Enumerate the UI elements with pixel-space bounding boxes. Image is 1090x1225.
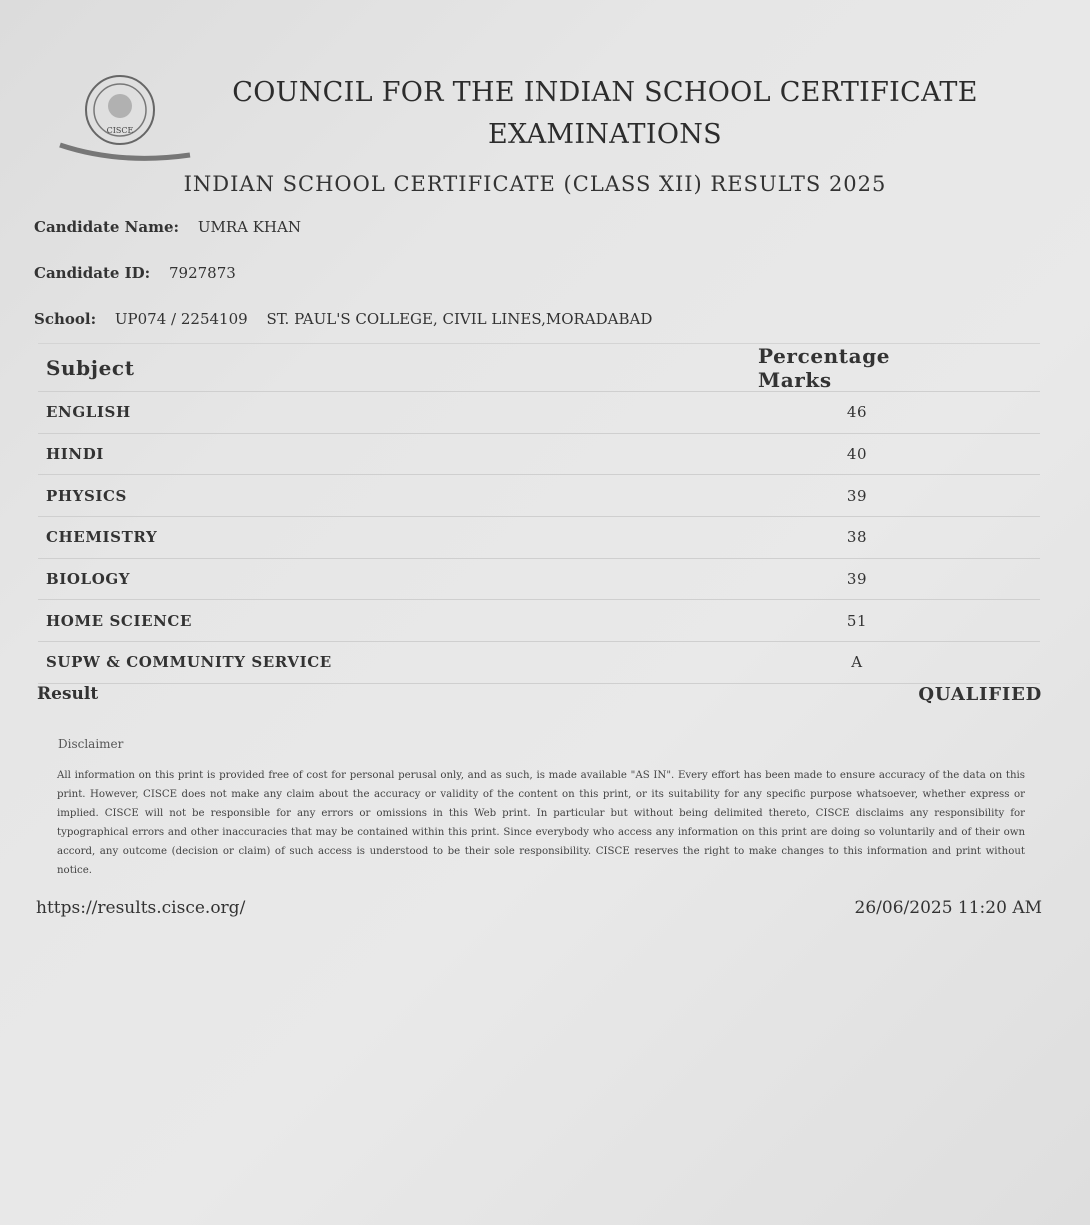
school-name: ST. PAUL'S COLLEGE, CIVIL LINES,MORADABAD [266, 310, 653, 328]
table-row [38, 517, 1040, 559]
subject-marks: 39 [846, 486, 868, 505]
result-row [37, 684, 1042, 705]
print-timestamp: 26/06/2025 11:20 AM [854, 898, 1042, 918]
candidate-name-row [34, 218, 301, 236]
subject-marks: 40 [846, 445, 868, 464]
cisce-logo [55, 70, 195, 165]
subject-marks: 46 [846, 403, 868, 422]
subject-name: SUPW & COMMUNITY SERVICE [46, 653, 332, 672]
council-title: COUNCIL FOR THE INDIAN SCHOOL CERTIFICATE EXAMINATIONS [232, 77, 978, 150]
results-title: INDIAN SCHOOL CERTIFICATE (CLASS XII) RESULTS 2025 [183, 172, 887, 196]
candidate-name-label: Candidate Name: [34, 218, 180, 236]
subject-name: CHEMISTRY [46, 528, 158, 547]
subject-name: ENGLISH [46, 403, 131, 422]
candidate-id-label: Candidate ID: [34, 264, 151, 282]
logo-text: CISCE [106, 126, 134, 135]
results-url: https://results.cisce.org/ [36, 898, 246, 918]
candidate-id: 7927873 [169, 264, 236, 282]
candidate-id-row [34, 264, 236, 282]
candidate-name: UMRA KHAN [197, 218, 301, 236]
disclaimer-title: Disclaimer [58, 737, 124, 751]
marks-table [38, 343, 1040, 684]
table-row [38, 600, 1040, 642]
result-value: QUALIFIED [918, 684, 1042, 705]
subject-name: BIOLOGY [46, 570, 131, 589]
school-code: UP074 / 2254109 [114, 310, 248, 328]
subject-marks: 39 [846, 570, 868, 589]
table-row [38, 475, 1040, 517]
table-row [38, 392, 1040, 434]
school-row [34, 310, 652, 328]
result-label: Result [37, 684, 99, 704]
disclaimer-text: All information on this print is provided free of cost for personal perusal only, and as such, is made available "AS IN". Every effort has been made to ensure accuracy of the data on this print. However, CISCE does not make any claim about the accuracy or validity of the content on this print, or its suitability for any specific purpose whatsoever, whether express or implied. CISCE will not be responsible for any errors or omissions in this Web print. In particular but without being delimited thereto, CISCE disclaims any responsibility for typographical errors and other inaccuracies that may be contained within this print. Since everybody who access any information on this print are doing so voluntarily and of their own accord, any outcome (decision or claim) of such access is understood to be their sole responsibility. CISCE reserves the right to make changes to this information and print without notice. [57, 770, 1025, 876]
table-row [38, 642, 1040, 684]
subject-marks: 51 [846, 611, 868, 630]
subject-name: HOME SCIENCE [46, 611, 193, 630]
table-row [38, 559, 1040, 601]
table-row [38, 434, 1040, 476]
school-label: School: [34, 310, 97, 328]
subject-name: HINDI [46, 445, 104, 464]
col-marks-header: Percentage Marks [758, 343, 891, 392]
col-subject-header: Subject [46, 355, 135, 380]
subject-marks: A [851, 653, 863, 672]
subject-name: PHYSICS [46, 486, 127, 505]
table-header [38, 343, 1040, 392]
subject-marks: 38 [846, 528, 868, 547]
